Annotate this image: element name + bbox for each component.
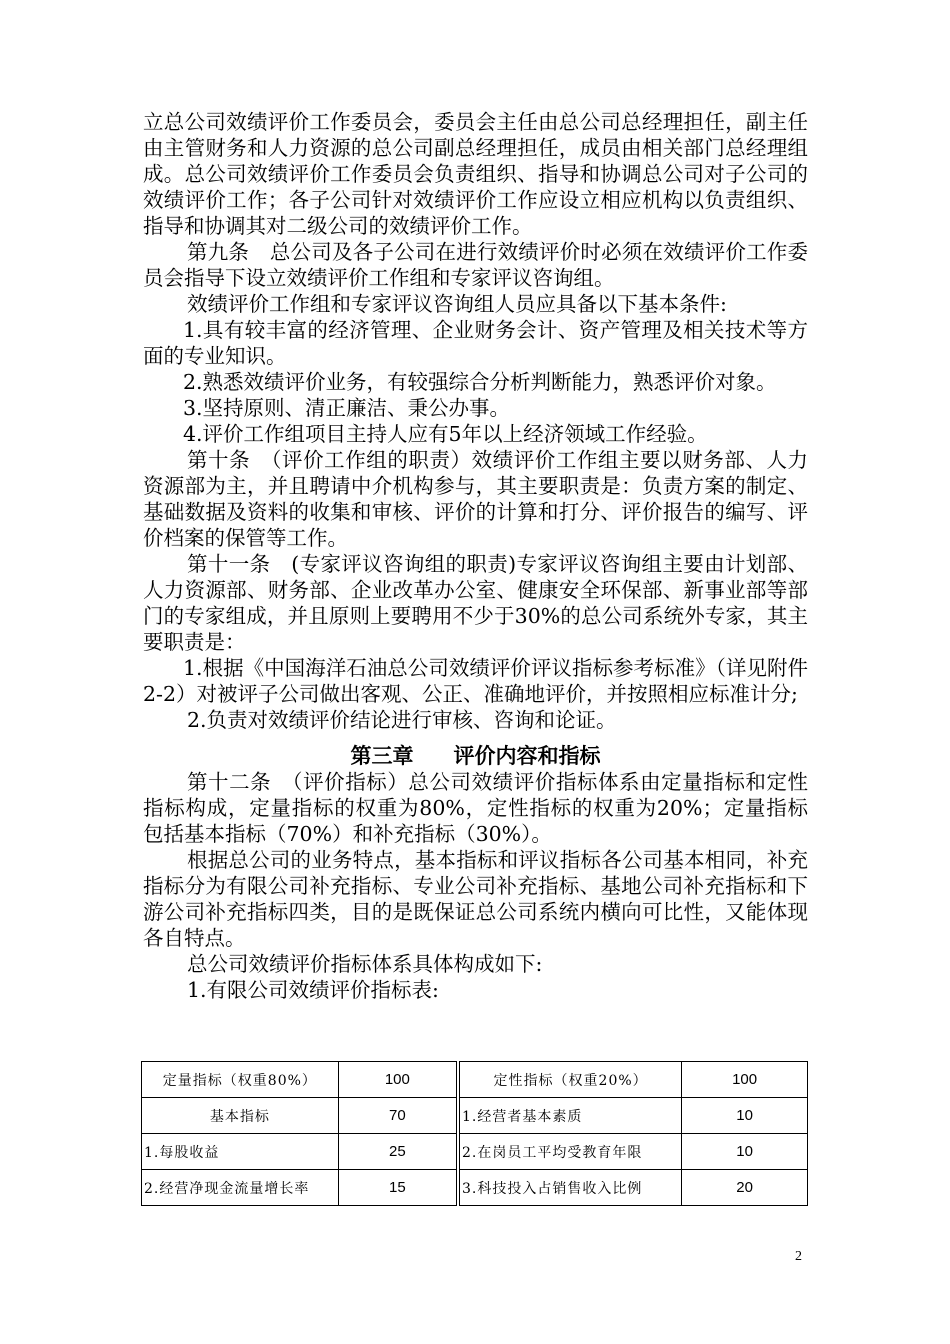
quant-indicator-value: 70 <box>338 1098 458 1134</box>
qual-indicator-name: 定性指标（权重20%） <box>458 1062 682 1098</box>
chapter-heading <box>143 743 808 769</box>
qual-indicator-name: 1.经营者基本素质 <box>458 1098 682 1134</box>
article-9: 第九条 总公司及各子公司在进行效绩评价时必须在效绩评价工作委员会指导下设立效绩评价工作组和专家评议咨询组。 <box>143 240 808 290</box>
qual-indicator-value: 100 <box>682 1062 808 1098</box>
duty-1: 1.根据《中国海洋石油总公司效绩评价评议指标参考标准》（详见附件2-2）对被评子公司做出客观、公正、准确地评价，并按照相应标准计分; <box>143 656 808 706</box>
duty-2: 2.负责对效绩评价结论进行审核、咨询和论证。 <box>187 708 617 732</box>
quant-indicator-name: 2.经营净现金流量增长率 <box>142 1170 339 1206</box>
qual-indicator-value: 10 <box>682 1134 808 1170</box>
table-row <box>142 1062 808 1098</box>
qual-indicator-name: 3.科技投入占销售收入比例 <box>458 1170 682 1206</box>
quant-indicator-name: 定量指标（权重80%） <box>142 1062 339 1098</box>
page-number: 2 <box>795 1249 802 1264</box>
quant-indicator-name: 1.每股收益 <box>142 1134 339 1170</box>
qual-indicator-value: 10 <box>682 1098 808 1134</box>
conditions-intro: 效绩评价工作组和专家评议咨询组人员应具备以下基本条件: <box>187 292 727 316</box>
condition-1: 1.具有较丰富的经济管理、企业财务会计、资产管理及相关技术等方面的专业知识。 <box>143 318 808 368</box>
quant-indicator-value: 100 <box>338 1062 458 1098</box>
chapter-number: 第三章 <box>350 743 414 768</box>
quant-indicator-name: 基本指标 <box>142 1098 339 1134</box>
qual-indicator-name: 2.在岗员工平均受教育年限 <box>458 1134 682 1170</box>
table-caption: 1.有限公司效绩评价指标表: <box>187 978 439 1002</box>
table-row <box>142 1098 808 1134</box>
condition-4: 4.评价工作组项目主持人应有5年以上经济领域工作经验。 <box>183 422 708 446</box>
article-11: 第十一条 (专家评议咨询组的职责)专家评议咨询组主要由计划部、人力资源部、财务部、企业改革办公室、健康安全环保部、新事业部等部门的专家组成，并且原则上要聘用不少于30%的总公司系统外专家，其主要职责是： <box>143 552 808 654</box>
indicator-table <box>141 1061 808 1206</box>
table-row <box>142 1134 808 1170</box>
quant-indicator-value: 15 <box>338 1170 458 1206</box>
paragraph-committee: 立总公司效绩评价工作委员会，委员会主任由总公司总经理担任，副主任由主管财务和人力资源的总公司副总经理担任，成员由相关部门总经理组成。总公司效绩评价工作委员会负责组织、指导和协调总公司对子公司的效绩评价工作；各子公司针对效绩评价工作应设立相应机构以负责组织、指导和协调其对二级公司的效绩评价工作。 <box>143 110 808 238</box>
body-text <box>143 109 808 1003</box>
qual-indicator-value: 20 <box>682 1170 808 1206</box>
table-row <box>142 1170 808 1206</box>
indicator-description: 根据总公司的业务特点，基本指标和评议指标各公司基本相同，补充指标分为有限公司补充指标、专业公司补充指标、基地公司补充指标和下游公司补充指标四类，目的是既保证总公司系统内横向可比性，又能体现各自特点。 <box>143 848 808 950</box>
article-10: 第十条 （评价工作组的职责）效绩评价工作组主要以财务部、人力资源部为主，并且聘请中介机构参与，其主要职责是：负责方案的制定、基础数据及资料的收集和审核、评价的计算和打分、评价报告的编写、评价档案的保管等工作。 <box>143 448 808 550</box>
chapter-title: 评价内容和指标 <box>453 743 601 768</box>
system-intro: 总公司效绩评价指标体系具体构成如下: <box>187 952 543 976</box>
article-12: 第十二条 （评价指标）总公司效绩评价指标体系由定量指标和定性指标构成，定量指标的权重为80%，定性指标的权重为20%；定量指标包括基本指标（70%）和补充指标（30%）。 <box>143 770 808 846</box>
condition-2: 2.熟悉效绩评价业务，有较强综合分析判断能力，熟悉评价对象。 <box>183 370 777 394</box>
quant-indicator-value: 25 <box>338 1134 458 1170</box>
condition-3: 3.坚持原则、清正廉洁、秉公办事。 <box>183 396 511 420</box>
